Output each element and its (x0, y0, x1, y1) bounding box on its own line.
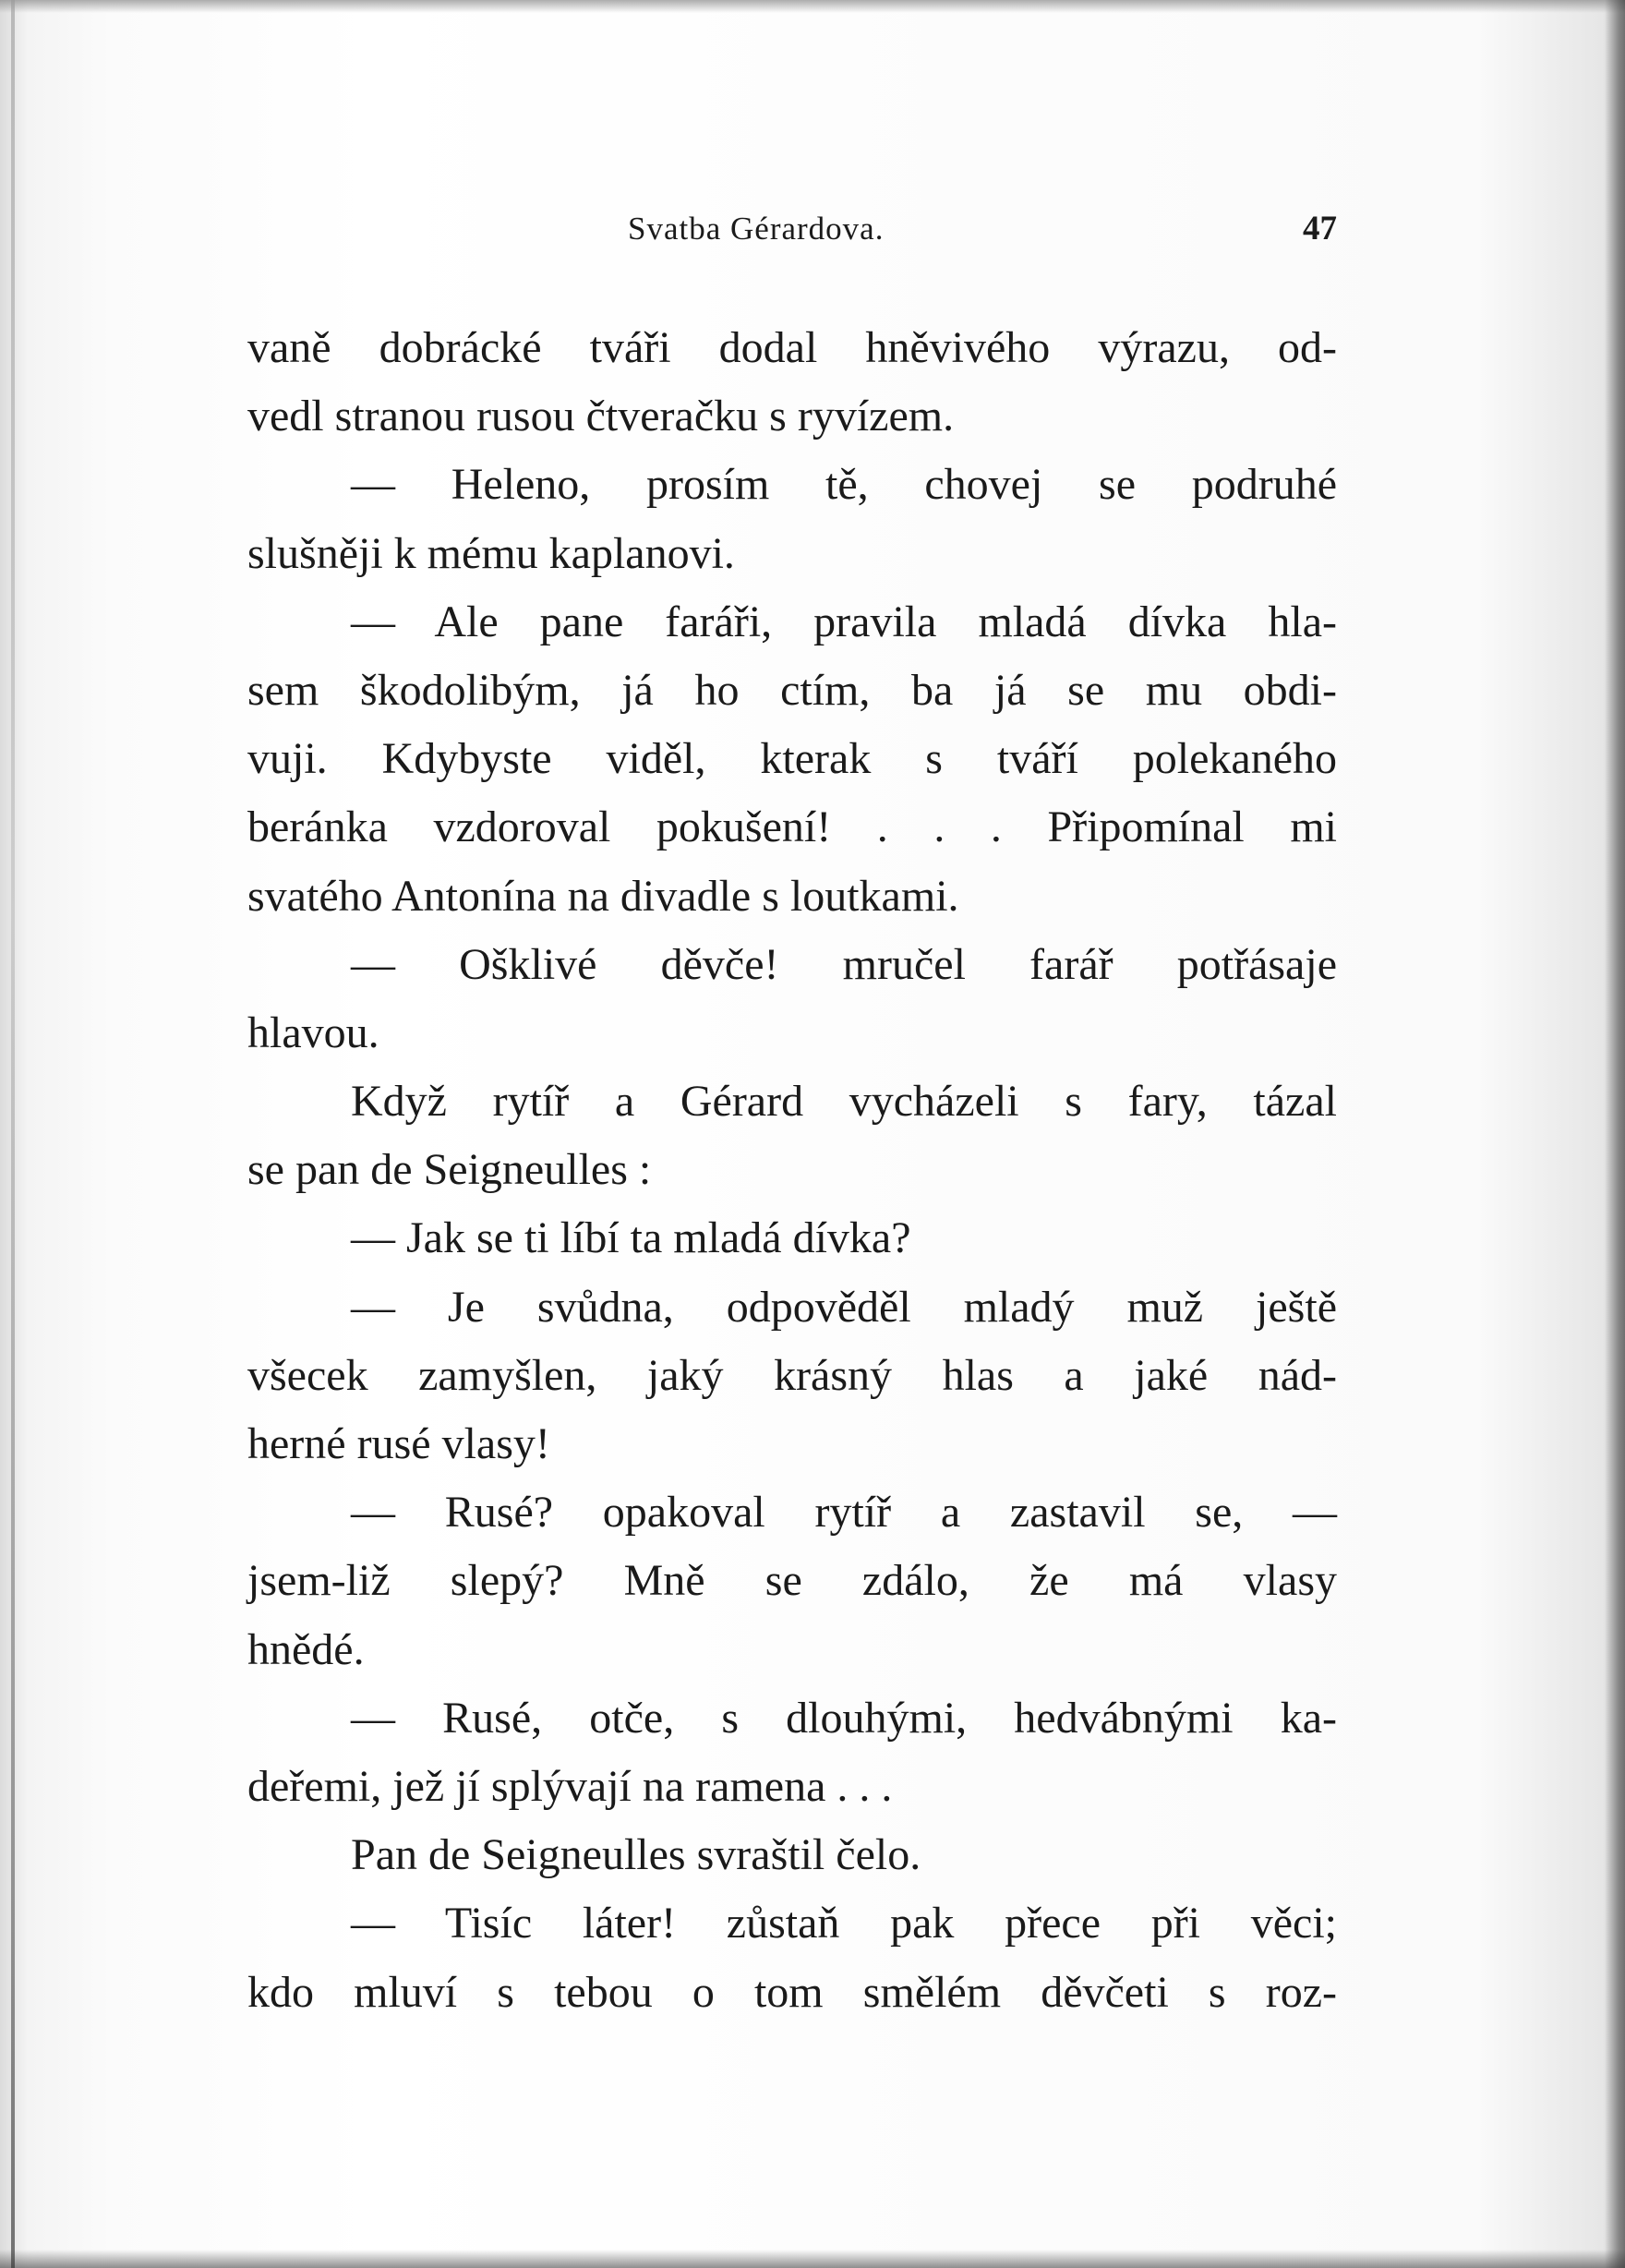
text-line: všecek zamyšlen, jaký krásný hlas a jaké nád- (247, 1350, 1337, 1400)
page-edge-shadow-top (0, 0, 1625, 13)
text-line: jsem-liž slepý? Mně se zdálo, že má vlasy (247, 1556, 1337, 1606)
text-line: svatého Antonína na divadle s loutkami. (247, 871, 959, 921)
text-line: — Tisíc láter! zůstaň pak přece při věci; (351, 1899, 1337, 1948)
page-edge-shadow-bottom (0, 2250, 1625, 2268)
running-title: Svatba Gérardova. (628, 211, 885, 247)
text-line: hnědé. (247, 1624, 365, 1674)
text-line: — Je svůdna, odpověděl mladý muž ještě (351, 1282, 1337, 1332)
text-line: — Jak se ti líbí ta mladá dívka? (351, 1213, 911, 1263)
text-line: deřemi, jež jí splývají na ramena . . . (247, 1761, 893, 1811)
page-edge-shadow-right (1605, 0, 1625, 2268)
text-line: — Ošklivé děvče! mručel farář potřásaje (351, 939, 1337, 989)
text-line: vuji. Kdybyste viděl, kterak s tváří polekaného (247, 734, 1337, 784)
text-line: — Rusé? opakoval rytíř a zastavil se, — (351, 1488, 1337, 1538)
text-line: — Heleno, prosím tě, chovej se podruhé (351, 460, 1337, 510)
text-line: Pan de Seigneulles svraštil čelo. (351, 1830, 921, 1880)
text-line: herné rusé vlasy! (247, 1419, 550, 1468)
page-edge-shadow-left (11, 0, 15, 2268)
text-line: Když rytíř a Gérard vycházeli s fary, tázal (351, 1077, 1337, 1127)
text-line: slušněji k mému kaplanovi. (247, 528, 735, 578)
text-line: vaně dobrácké tváři dodal hněvivého výrazu, od- (247, 323, 1337, 372)
text-line: — Rusé, otče, s dlouhými, hedvábnými ka- (351, 1693, 1337, 1743)
page-number: 47 (1303, 210, 1337, 247)
text-line: beránka vzdoroval pokušení! . . . Připomínal mi (247, 802, 1337, 852)
text-line: sem škodolibým, já ho ctím, ba já se mu obdi- (247, 665, 1337, 715)
text-line: se pan de Seigneulles : (247, 1145, 652, 1195)
text-line: vedl stranou rusou čtveračku s ryvízem. (247, 392, 955, 441)
text-line: kdo mluví s tebou o tom smělém děvčeti s roz- (247, 1967, 1337, 2017)
running-head (247, 203, 1337, 259)
body-text (247, 314, 1337, 2027)
text-line: — Ale pane faráři, pravila mladá dívka hla- (351, 597, 1337, 646)
text-line: hlavou. (247, 1007, 379, 1057)
